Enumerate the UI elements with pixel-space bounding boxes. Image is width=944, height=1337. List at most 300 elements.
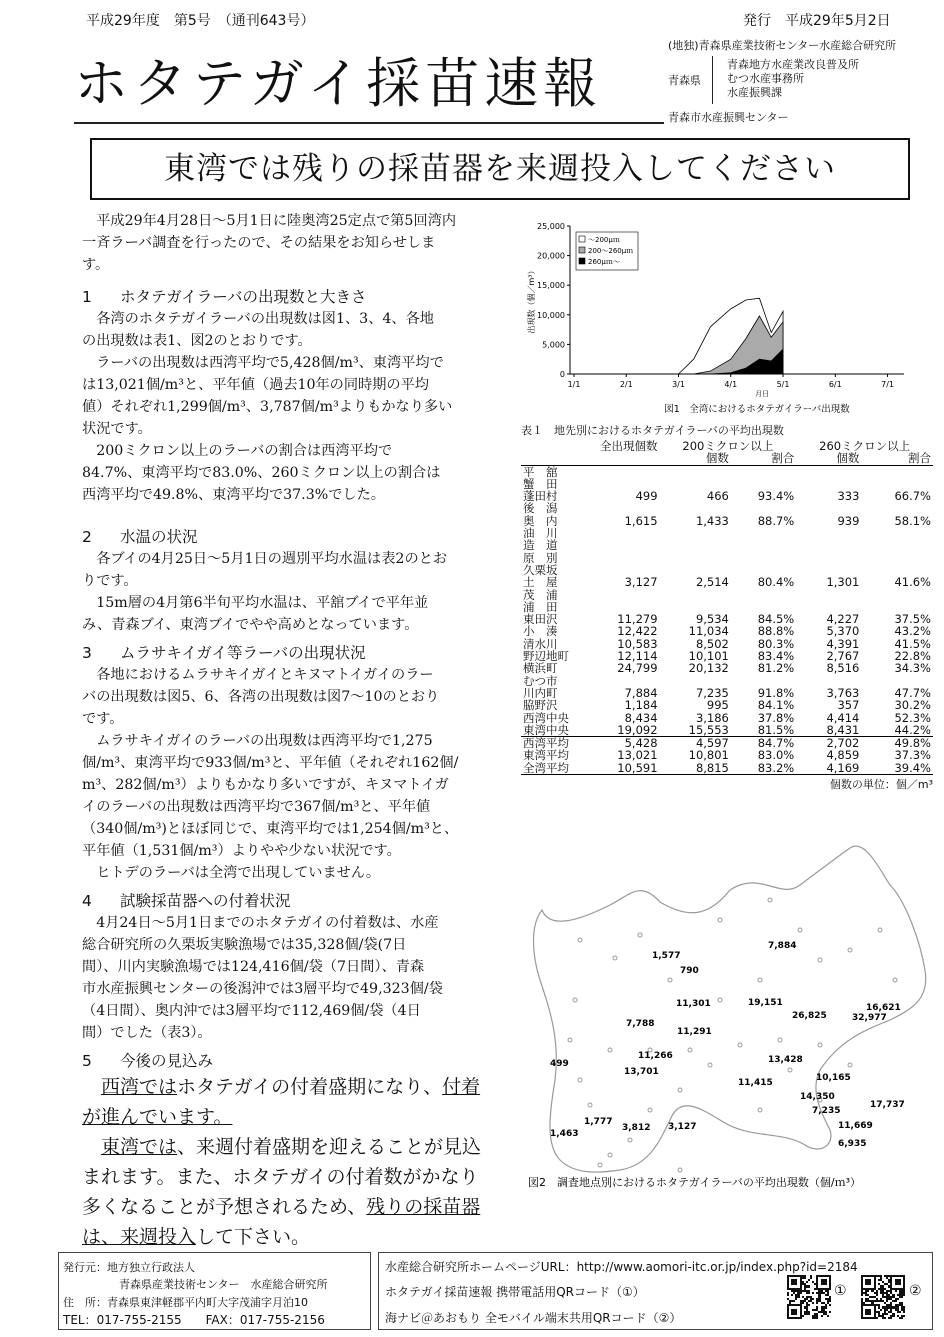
table-cell: 84.7% bbox=[757, 736, 795, 751]
body-line: 各ブイの4月25日～5月1日の週別平均水温は表2のとお bbox=[96, 551, 448, 567]
table-cell: 93.4% bbox=[757, 489, 795, 504]
table-cell: 499 bbox=[635, 489, 658, 504]
location-name: 茂 浦 bbox=[523, 587, 558, 602]
table-header: 個数 bbox=[796, 452, 861, 465]
table-cell: 13,021 bbox=[617, 748, 658, 763]
x-tick-label: 1/1 bbox=[567, 380, 581, 389]
table-cell: 19,092 bbox=[571, 724, 660, 737]
body-line: 200ミクロン以上のラーバの割合は西湾平均で bbox=[96, 443, 393, 459]
body-line: です。 bbox=[82, 711, 124, 727]
station-value-label: 499 bbox=[550, 1059, 569, 1069]
body-line: 市水産振興センターの後潟沖では3層平均で49,323個/袋 bbox=[82, 981, 443, 997]
qr2-description: 海ナビ＠あおもり 全モバイル端末共用QRコード（②） bbox=[385, 1311, 682, 1325]
location-name: 小 湊 bbox=[523, 624, 558, 639]
table-cell: 11,279 bbox=[617, 612, 658, 627]
station-dot bbox=[758, 1108, 762, 1112]
location-name: 土 屋 bbox=[523, 575, 558, 590]
table-cell: 4,227 bbox=[826, 612, 860, 627]
qr-code-1-icon[interactable] bbox=[787, 1275, 831, 1319]
table-cell bbox=[571, 539, 660, 551]
x-tick-label: 7/1 bbox=[881, 380, 894, 389]
location-name: 蓬田村 bbox=[523, 489, 558, 504]
table-cell: 12,114 bbox=[617, 649, 658, 664]
table-cell bbox=[731, 527, 796, 539]
pref-org-item: むつ水産事務所 bbox=[727, 72, 804, 85]
table-row bbox=[521, 762, 933, 775]
table-row bbox=[521, 699, 933, 711]
table-cell bbox=[660, 502, 731, 514]
body-line: （340個/m³)とほぼ同じで、東湾平均では1,254個/m³と、 bbox=[82, 821, 459, 837]
table-cell bbox=[861, 527, 933, 539]
station-dot bbox=[613, 956, 617, 960]
pref-org-list bbox=[727, 58, 859, 100]
table-cell: 3,186 bbox=[695, 710, 729, 725]
table-row bbox=[521, 515, 933, 527]
table-cell bbox=[731, 589, 796, 601]
table-cell bbox=[731, 539, 796, 551]
body-line: （4日間）、奥内沖では3層平均で112,469個/袋（4日 bbox=[82, 1003, 421, 1019]
station-dot bbox=[668, 978, 672, 982]
table-cell: 41.6% bbox=[894, 575, 931, 590]
body-line: イのラーバの出現数は西湾平均で367個/m³と、平年値 bbox=[82, 799, 431, 815]
table-cell: 10,101 bbox=[688, 649, 729, 664]
chart-title: 図1 全湾におけるホタテガイラーバ出現数 bbox=[664, 404, 850, 415]
outlook-line bbox=[82, 1132, 508, 1162]
table-cell: 1,301 bbox=[826, 575, 860, 590]
table-cell bbox=[796, 527, 861, 539]
table-cell: 81.5% bbox=[731, 724, 796, 737]
body-line: 間）、川内実験漁場では124,416個/袋（7日間）、青森 bbox=[82, 959, 425, 975]
table-cell bbox=[796, 502, 861, 514]
table-cell: 1,615 bbox=[624, 513, 658, 528]
footer-links bbox=[378, 1252, 933, 1330]
qr2-mark: ② bbox=[909, 1283, 922, 1299]
station-dot bbox=[678, 1088, 682, 1092]
section-heading bbox=[82, 1050, 508, 1072]
station-dot bbox=[878, 928, 882, 932]
section-number: 4 bbox=[82, 892, 92, 910]
y-tick-label: 20,000 bbox=[537, 251, 565, 261]
location-name: 東湾中央 bbox=[523, 722, 569, 737]
y-tick-label: 10,000 bbox=[537, 310, 565, 320]
x-tick-label: 4/1 bbox=[724, 380, 738, 389]
station-value-label: 10,165 bbox=[816, 1073, 851, 1083]
location-name: 横浜町 bbox=[523, 661, 558, 676]
outlook-line bbox=[82, 1102, 508, 1132]
table-cell: 41.5% bbox=[894, 636, 931, 651]
table-cell: 8,502 bbox=[695, 636, 729, 651]
table-cell: 3,763 bbox=[826, 685, 860, 700]
table-cell: 37.3% bbox=[894, 748, 931, 763]
table-cell bbox=[660, 527, 731, 539]
table-cell bbox=[571, 502, 660, 514]
station-dot bbox=[568, 1038, 572, 1042]
station-value-label: 1,777 bbox=[584, 1117, 613, 1127]
station-value-label: 7,788 bbox=[626, 1019, 655, 1029]
body-line: 個/m³、東湾平均で933個/m³と、平年値（それぞれ162個/ bbox=[82, 755, 459, 771]
location-name: 平 舘 bbox=[523, 464, 558, 479]
legend-swatch bbox=[579, 258, 585, 264]
table-cell: 84.5% bbox=[757, 612, 795, 627]
body-line: m³、282個/m³）よりもかなり多いですが、キヌマトイガ bbox=[82, 777, 449, 793]
location-name: 東湾平均 bbox=[523, 748, 569, 763]
table-cell: 10,591 bbox=[571, 762, 660, 775]
table-cell: 4,414 bbox=[826, 710, 860, 725]
station-dot bbox=[848, 1063, 852, 1067]
location-name: 原 別 bbox=[523, 550, 558, 565]
table-row bbox=[521, 724, 933, 737]
table-cell: 24,799 bbox=[617, 661, 658, 676]
table-row bbox=[521, 490, 933, 502]
table-cell: 466 bbox=[706, 489, 729, 504]
table-cell bbox=[861, 502, 933, 514]
outlook-emphasis: 付着 bbox=[442, 1076, 481, 1098]
table-row bbox=[521, 712, 933, 724]
station-value-label: 3,127 bbox=[668, 1122, 697, 1132]
legend-label: ～200μｍ bbox=[588, 236, 620, 244]
station-dot bbox=[608, 1048, 612, 1052]
table-cell bbox=[861, 539, 933, 551]
body-line: 84.7%、東湾平均で83.0%、260ミクロン以上の割合は bbox=[82, 465, 441, 481]
station-dot bbox=[688, 1048, 692, 1052]
station-dot bbox=[788, 1068, 792, 1072]
x-tick-label: 3/1 bbox=[672, 380, 685, 389]
station-dot bbox=[718, 918, 722, 922]
table-cell: 43.2% bbox=[894, 624, 931, 639]
station-dot bbox=[678, 1168, 682, 1172]
table-cell: 83.2% bbox=[731, 762, 796, 775]
legend-swatch bbox=[579, 236, 585, 242]
section-number: 1 bbox=[82, 288, 92, 306]
location-name: 野辺地町 bbox=[523, 649, 569, 664]
table-cell: 81.2% bbox=[757, 661, 795, 676]
table-row bbox=[521, 539, 933, 551]
table-cell: 5,428 bbox=[624, 736, 658, 751]
table-cell: 995 bbox=[706, 698, 729, 713]
outlook-emphasis: 西湾では bbox=[101, 1076, 178, 1098]
y-axis-label: 出現数（個／m³） bbox=[527, 266, 536, 334]
table-cell: 2,702 bbox=[826, 736, 860, 751]
table-cell: 80.3% bbox=[757, 636, 795, 651]
table-cell: 10,583 bbox=[617, 636, 658, 651]
table-cell: 7,235 bbox=[695, 685, 729, 700]
x-tick-label: 2/1 bbox=[619, 380, 633, 389]
larvae-table bbox=[521, 422, 933, 792]
body-line: ムラサキイガイのラーバの出現数は西湾平均で1,275 bbox=[96, 733, 433, 749]
table-cell: 11,034 bbox=[688, 624, 729, 639]
body-line: は13,021個/m³と、平年値（過去10年の同時期の平均 bbox=[82, 377, 429, 393]
station-dot bbox=[893, 978, 897, 982]
station-value-label: 7,884 bbox=[768, 941, 797, 951]
homepage-url[interactable]: 水産総合研究所ホームページURL：http://www.aomori-itc.or.jp/index.php?id=2184 bbox=[385, 1260, 858, 1274]
issue-number: 平成29年度 第5号 （通刊643号） bbox=[86, 13, 315, 29]
station-dot bbox=[738, 1043, 742, 1047]
station-dot bbox=[648, 1108, 652, 1112]
table-cell: 4,859 bbox=[826, 748, 860, 763]
station-dot bbox=[798, 928, 802, 932]
body-line: ラーバの出現数は西湾平均で5,428個/m³、東湾平均で bbox=[96, 355, 444, 371]
outlook-emphasis: 東湾では bbox=[101, 1136, 178, 1158]
table-cell: 20,132 bbox=[688, 661, 729, 676]
station-value-label: 7,235 bbox=[812, 1106, 841, 1116]
station-dot bbox=[778, 1038, 782, 1042]
body-line: 各地におけるムラサキイガイとキヌマトイガイのラー bbox=[96, 667, 434, 683]
outlook-line: まれます。また、ホタテガイの付着数がかなり bbox=[82, 1166, 479, 1188]
body-line: 各湾のホタテガイラーバの出現数は図1、3、4、各地 bbox=[96, 311, 434, 327]
table-cell: 37.8% bbox=[757, 710, 795, 725]
section-heading bbox=[82, 642, 508, 664]
table-cell bbox=[796, 589, 861, 601]
station-value-label: 790 bbox=[680, 966, 699, 976]
table-cell: 8,434 bbox=[624, 710, 658, 725]
location-name: 東田沢 bbox=[523, 612, 558, 627]
location-name: 全湾平均 bbox=[523, 760, 569, 775]
location-name: 川内町 bbox=[523, 685, 558, 700]
station-value-label: 17,737 bbox=[870, 1100, 905, 1110]
station-dot bbox=[573, 998, 577, 1002]
legend-label: 260μｍ～ bbox=[588, 258, 620, 266]
station-value-label: 1,463 bbox=[550, 1129, 579, 1139]
station-value-label: 32,977 bbox=[852, 1013, 887, 1023]
table-cell: 80.4% bbox=[757, 575, 795, 590]
table-row bbox=[521, 552, 933, 564]
body-line: 状況です。 bbox=[82, 421, 152, 437]
body-line: バの出現数は図5、6、各湾の出現数は図7～10のとおり bbox=[82, 689, 440, 705]
location-name: 西湾中央 bbox=[523, 710, 569, 725]
table-header: 個数 bbox=[660, 452, 731, 465]
table-row bbox=[521, 576, 933, 588]
table-cell bbox=[731, 502, 796, 514]
station-dot bbox=[588, 1103, 592, 1107]
legend-label: 200～260μｍ bbox=[588, 247, 634, 255]
table-cell bbox=[731, 552, 796, 564]
table-cell: 4,391 bbox=[826, 636, 860, 651]
section-number: 3 bbox=[82, 644, 92, 662]
table-cell: 22.8% bbox=[894, 649, 931, 664]
table-cell: 47.7% bbox=[894, 685, 931, 700]
station-value-label: 11,291 bbox=[677, 1027, 712, 1037]
section-number: 2 bbox=[82, 528, 92, 546]
body-line: ヒトデのラーバは全湾で出現していません。 bbox=[96, 865, 381, 881]
table-cell bbox=[571, 527, 660, 539]
outlook-line bbox=[82, 1222, 508, 1252]
larvae-chart bbox=[520, 218, 934, 420]
station-dot bbox=[818, 1043, 822, 1047]
station-dot bbox=[708, 1063, 712, 1067]
footer-publisher bbox=[58, 1252, 371, 1330]
table-cell: 44.2% bbox=[861, 724, 933, 737]
station-value-label: 14,350 bbox=[800, 1092, 835, 1102]
newsletter-title: ホタテガイ採苗速報 bbox=[74, 52, 603, 115]
station-value-label: 16,621 bbox=[866, 1003, 901, 1013]
org-bracket bbox=[712, 56, 721, 104]
bay-map bbox=[520, 840, 934, 1190]
table-row bbox=[521, 589, 933, 601]
headline-box bbox=[90, 138, 910, 200]
table-cell: 49.8% bbox=[894, 736, 931, 751]
station-dot bbox=[608, 1153, 612, 1157]
section-title: 今後の見込み bbox=[120, 1052, 214, 1070]
station-value-label: 26,825 bbox=[792, 1011, 827, 1021]
body-line: 総合研究所の久栗坂実験漁場では35,328個/袋(7日 bbox=[82, 937, 407, 953]
outlook-line bbox=[82, 1072, 508, 1102]
section-heading bbox=[82, 890, 508, 912]
outlook-text: ホタテガイの付着盛期になり、 bbox=[177, 1076, 443, 1098]
table-cell: 7,884 bbox=[624, 685, 658, 700]
location-name: 浦 田 bbox=[523, 599, 558, 614]
outlook-text: 、来週付着盛期を迎えることが見込 bbox=[177, 1136, 482, 1158]
body-line: 値）それぞれ1,299個/m³、3,787個/m³よりもかなり多い bbox=[82, 399, 453, 415]
station-dot bbox=[598, 1163, 602, 1167]
intro-line: 一斉ラーバ調査を行ったので、その結果をお知らせしま bbox=[82, 235, 436, 251]
table-row bbox=[521, 749, 933, 761]
station-value-label: 3,812 bbox=[622, 1123, 651, 1133]
table-cell bbox=[660, 465, 731, 478]
table-cell: 34.3% bbox=[894, 661, 931, 676]
table-cell bbox=[796, 465, 861, 478]
table-cell: 83.0% bbox=[757, 748, 795, 763]
table-unit: 個数の単位：個／m³ bbox=[829, 778, 933, 792]
station-value-label: 11,301 bbox=[676, 999, 711, 1009]
station-value-label: 11,266 bbox=[638, 1051, 673, 1061]
publisher-tel: TEL：017-755-2155 FAX：017-755-2156 bbox=[63, 1313, 325, 1327]
y-tick-label: 5,000 bbox=[542, 340, 565, 350]
qr1-description: ホタテガイ採苗速報 携帯電話用QRコード（①） bbox=[385, 1285, 645, 1299]
section-heading bbox=[82, 286, 508, 308]
table-cell: 88.8% bbox=[757, 624, 795, 639]
table-cell: 8,516 bbox=[826, 661, 860, 676]
section-number: 5 bbox=[82, 1052, 92, 1070]
table-cell: 2,514 bbox=[695, 575, 729, 590]
station-value-label: 1,577 bbox=[652, 951, 681, 961]
table-cell bbox=[571, 589, 660, 601]
body-line: 間）でした（表3）。 bbox=[82, 1025, 212, 1041]
table-cell: 1,184 bbox=[624, 698, 658, 713]
publisher-address: 住 所：青森県東津軽郡平内町大字茂浦字月泊10 bbox=[63, 1296, 308, 1309]
table-cell: 8,431 bbox=[796, 724, 861, 737]
table-cell: 52.3% bbox=[894, 710, 931, 725]
table-cell: 8,815 bbox=[660, 762, 731, 775]
table-cell bbox=[861, 589, 933, 601]
table-cell bbox=[861, 552, 933, 564]
table-cell bbox=[660, 552, 731, 564]
station-value-label: 6,935 bbox=[838, 1139, 867, 1149]
table-cell: 91.8% bbox=[757, 685, 795, 700]
table-header: 割合 bbox=[861, 452, 933, 465]
table-header: 全出現個数 bbox=[600, 439, 658, 453]
table-header: 200ミクロン以上 bbox=[682, 439, 774, 453]
legend-swatch bbox=[579, 247, 585, 253]
title-rule bbox=[74, 122, 664, 124]
table-cell: 12,422 bbox=[617, 624, 658, 639]
headline-text: 東湾では残りの採苗器を来週投入してください bbox=[164, 151, 836, 187]
body-line: の出現数は表1、図2のとおりです。 bbox=[82, 333, 312, 349]
table-cell bbox=[796, 552, 861, 564]
body-line: 4月24日～5月1日までのホタテガイの付着数は、水産 bbox=[96, 915, 439, 931]
pref-org-item: 青森地方水産業改良普及所 bbox=[727, 58, 859, 71]
publisher-line: 発行元：地方独立行政法人 bbox=[63, 1261, 195, 1274]
table-cell: 15,553 bbox=[660, 724, 731, 737]
table-cell: 333 bbox=[837, 489, 860, 504]
outlook-text: して下さい。 bbox=[196, 1226, 311, 1248]
section-title: ホタテガイラーバの出現数と大きさ bbox=[120, 288, 367, 306]
station-dot bbox=[638, 933, 642, 937]
table-cell: 30.2% bbox=[894, 698, 931, 713]
body-line: み、青森ブイ、東湾ブイでやや高めとなっています。 bbox=[82, 617, 419, 633]
table-cell: 939 bbox=[837, 513, 860, 528]
table-cell: 3,127 bbox=[624, 575, 658, 590]
outlook-emphasis: は、来週投入 bbox=[82, 1226, 197, 1248]
table-cell: 39.4% bbox=[861, 762, 933, 775]
station-value-label: 13,428 bbox=[768, 1055, 803, 1065]
station-dot bbox=[578, 1078, 582, 1082]
body-line: りです。 bbox=[82, 573, 138, 589]
org-top: (地独)青森県産業技術センター水産総合研究所 bbox=[668, 39, 897, 52]
pref-org-item: 水産振興課 bbox=[727, 86, 782, 99]
table-cell: 9,534 bbox=[695, 612, 729, 627]
table-cell bbox=[861, 465, 933, 478]
station-value-label: 11,669 bbox=[838, 1121, 873, 1131]
table-cell bbox=[660, 539, 731, 551]
pref-label: 青森県 bbox=[668, 74, 701, 87]
station-dot bbox=[818, 958, 822, 962]
intro-line: 平成29年4月28日～5月1日に陸奥湾25定点で第5回湾内 bbox=[96, 213, 457, 229]
table-cell bbox=[571, 465, 660, 478]
table-cell: 83.4% bbox=[757, 649, 795, 664]
table-row bbox=[521, 625, 933, 637]
section-title: ムラサキイガイ等ラーバの出現状況 bbox=[120, 644, 366, 662]
location-name: 奥 内 bbox=[523, 513, 558, 528]
location-name: 油 川 bbox=[523, 526, 558, 541]
body-line: 15m層の4月第6半旬平均水温は、平舘ブイで平年並 bbox=[96, 595, 429, 611]
table-cell bbox=[731, 465, 796, 478]
table-row bbox=[521, 465, 933, 478]
location-name: むつ市 bbox=[523, 673, 558, 688]
y-tick-label: 0 bbox=[559, 370, 565, 379]
section-heading bbox=[82, 526, 508, 548]
table-cell bbox=[796, 539, 861, 551]
y-tick-label: 15,000 bbox=[537, 281, 565, 291]
station-dot bbox=[578, 938, 582, 942]
table-cell: 37.5% bbox=[894, 612, 931, 627]
station-dot bbox=[848, 948, 852, 952]
qr1-mark: ① bbox=[834, 1283, 847, 1299]
location-name: 清水川 bbox=[523, 636, 558, 651]
table-cell: 66.7% bbox=[894, 489, 931, 504]
table-cell bbox=[660, 589, 731, 601]
table-cell: 10,801 bbox=[688, 748, 729, 763]
issue-date: 発行 平成29年5月2日 bbox=[743, 13, 891, 29]
table-row bbox=[521, 662, 933, 674]
table-cell: 2,767 bbox=[826, 649, 860, 664]
table-cell: 357 bbox=[837, 698, 860, 713]
location-name: 久栗坂 bbox=[523, 562, 558, 577]
table-cell: 4,169 bbox=[796, 762, 861, 775]
outlook-emphasis: 残りの採苗器 bbox=[366, 1196, 481, 1218]
y-tick-label: 25,000 bbox=[537, 222, 565, 231]
station-value-label: 19,151 bbox=[748, 998, 783, 1008]
table-row bbox=[521, 527, 933, 539]
outlook-emphasis: が進んでいます。 bbox=[82, 1106, 233, 1128]
table-caption: 表１ 地先別におけるホタテガイラーバの平均出現数 bbox=[521, 424, 784, 437]
table-row bbox=[521, 502, 933, 514]
station-dot bbox=[718, 998, 722, 1002]
station-value-label: 13,701 bbox=[624, 1067, 659, 1077]
table-cell: 88.7% bbox=[757, 513, 795, 528]
table-cell: 5,370 bbox=[826, 624, 860, 639]
qr-code-2-icon[interactable] bbox=[861, 1275, 905, 1319]
table-cell: 1,433 bbox=[695, 513, 729, 528]
